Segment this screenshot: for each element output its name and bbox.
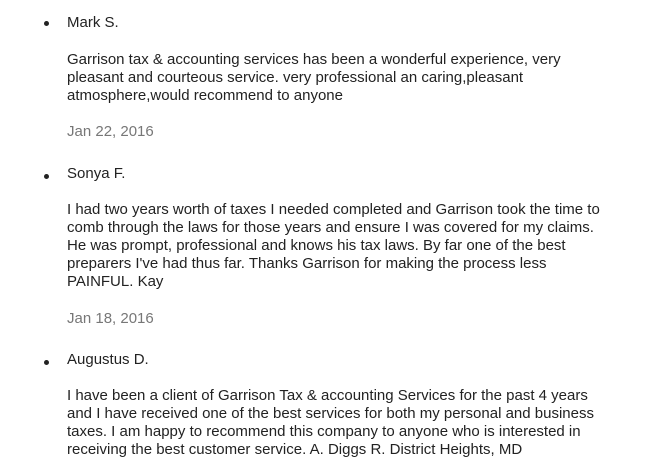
- review-text-line: Garrison tax & accounting services has been a wonderful experience, very: [67, 51, 561, 68]
- bullet-icon: [44, 360, 49, 365]
- review-text-line: preparers I've had thus far. Thanks Garrison for making the process less: [67, 255, 547, 272]
- review-author: Sonya F.: [67, 165, 126, 182]
- review-date: Jan 18, 2016: [67, 310, 154, 327]
- review-text-line: I had two years worth of taxes I needed completed and Garrison took the time to: [67, 201, 600, 218]
- review-text-line: comb through the laws for those years and ensure I was covered for my claims.: [67, 219, 594, 236]
- review-author: Augustus D.: [67, 351, 149, 368]
- review-text-line: atmosphere,would recommend to anyone: [67, 87, 343, 104]
- review-author: Mark S.: [67, 14, 119, 31]
- review-text-line: receiving the best customer service. A. Diggs R. District Heights, MD: [67, 441, 523, 458]
- review-date: Jan 22, 2016: [67, 123, 154, 140]
- review-text-line: He was prompt, professional and knows his tax laws. By far one of the best: [67, 237, 566, 254]
- review-text-line: pleasant and courteous service. very professional an caring,pleasant: [67, 69, 524, 86]
- bullet-icon: [44, 174, 49, 179]
- bullet-icon: [44, 21, 49, 26]
- review-text: [67, 387, 637, 459]
- review-text-line: PAINFUL. Kay: [67, 273, 164, 290]
- review-text: [67, 51, 637, 105]
- review-text-line: and I have received one of the best services for both my personal and business: [67, 405, 594, 422]
- review-text-line: I have been a client of Garrison Tax & accounting Services for the past 4 years: [67, 387, 588, 404]
- review-text-line: taxes. I am happy to recommend this company to anyone who is interested in: [67, 423, 581, 440]
- review-text: [67, 201, 637, 291]
